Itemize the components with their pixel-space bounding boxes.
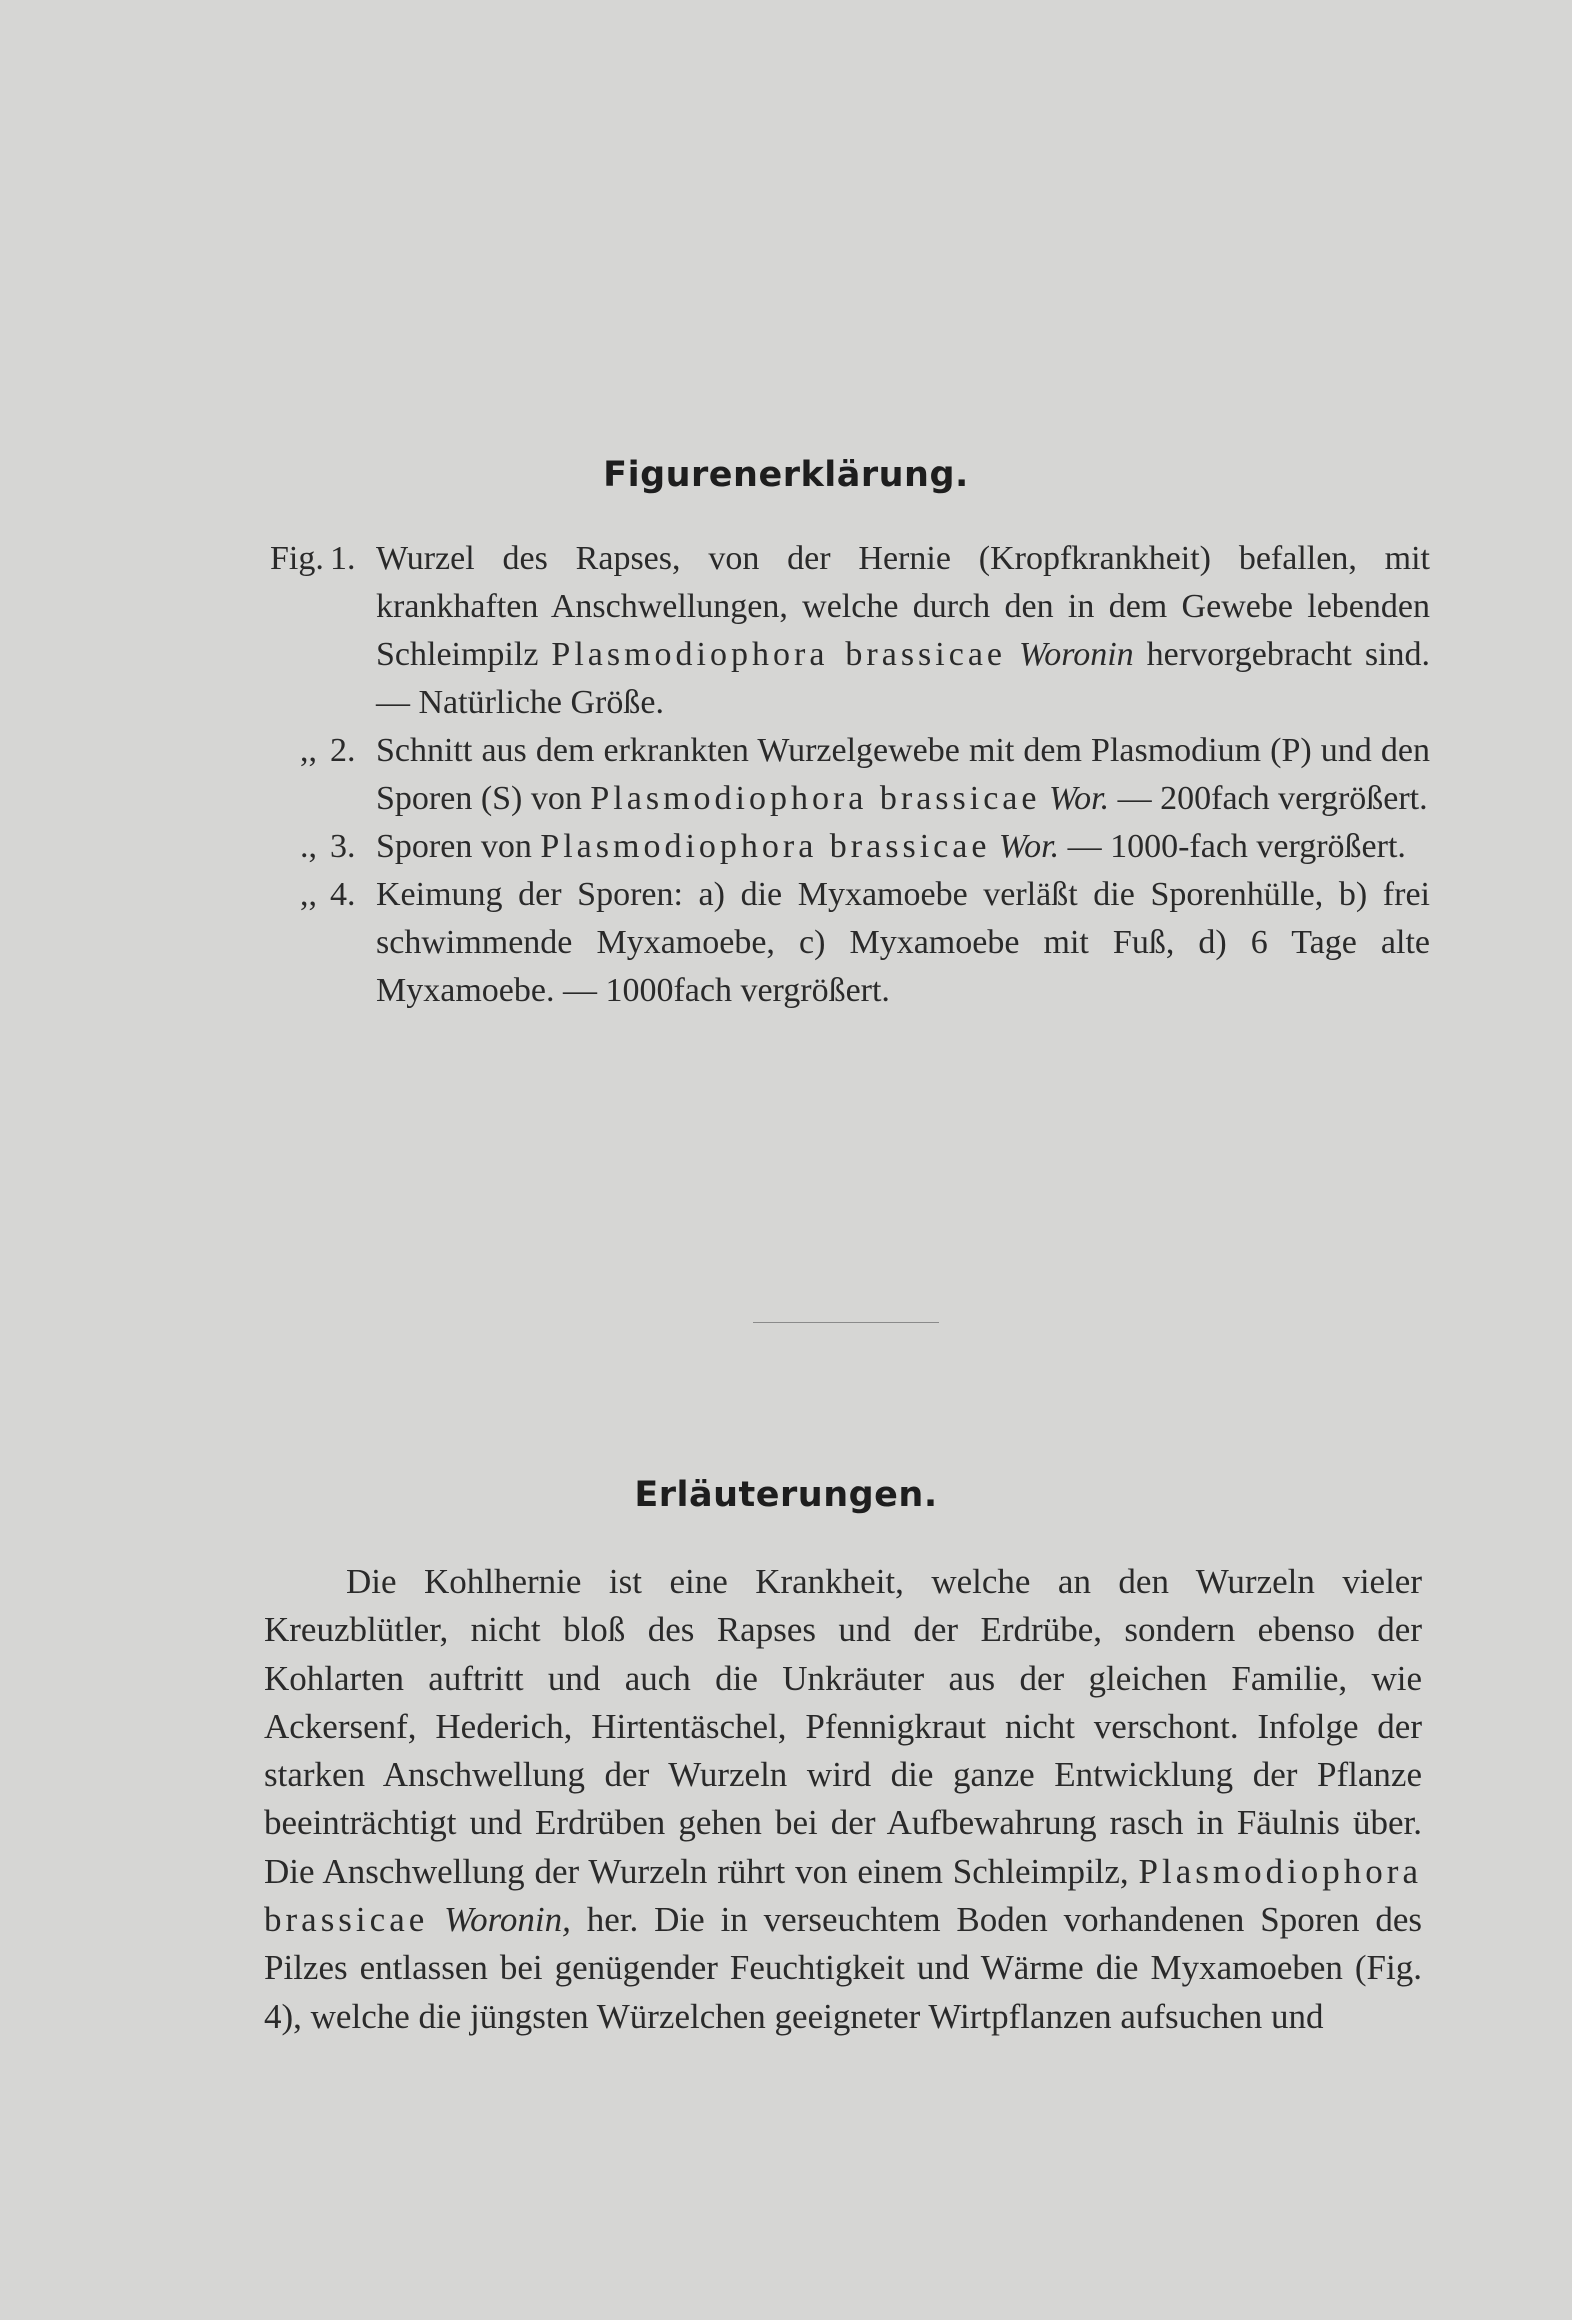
figure-entry-prefix: ,, xyxy=(300,732,317,769)
figure-entry-label xyxy=(270,535,376,583)
figure-entry-text-before: Sporen von xyxy=(376,828,541,865)
figure-entry-label xyxy=(270,823,376,871)
figure-legend-list xyxy=(270,535,1430,1015)
species-name-spaced: Plasmodiophora brassicae xyxy=(264,1851,1422,1940)
species-name-spaced: Plasmodiophora brassicae xyxy=(551,636,1007,673)
figure-entry-4 xyxy=(270,871,1430,1015)
species-name-spaced: Plasmodiophora brassicae xyxy=(540,828,991,865)
figure-entry-prefix: ., xyxy=(300,828,317,865)
figure-entry-text xyxy=(376,535,1430,727)
figure-entry-3 xyxy=(270,823,1430,871)
figure-entry-label xyxy=(270,871,376,919)
figure-entry-text-after: hervorgebracht sind. — Natürliche Größe. xyxy=(376,636,1431,721)
figure-entry-text-after: — 1000-fach vergrößert. xyxy=(1059,828,1406,865)
figure-entry-prefix: Fig. xyxy=(270,540,324,577)
section-divider xyxy=(753,1322,939,1323)
figure-entry-text-after: — 200fach vergrößert. xyxy=(1109,780,1428,817)
figure-entry-1 xyxy=(270,535,1430,727)
figure-entry-text xyxy=(376,871,1430,1015)
paragraph-text-part1: Die Kohlhernie ist eine Krankheit, welche an den Wurzeln vieler Kreuzblütler, nicht bloß des Rapses und der Erdrübe, sondern ebenso der Kohlarten auftritt und auch die Unkräuter aus der gleichen Familie, wie Ackersenf, Hederich, Hirtentäschel, Pfennigkraut nicht verschont. Infolge der starken Anschwellung der Wurzeln wird die ganze Entwicklung der Pflanze beeinträchtigt und Erdrüben gehen bei der Aufbewahrung rasch in Fäulnis über. Die Anschwellung der Wurzeln rührt von einem Schleimpilz, xyxy=(264,1562,1422,1891)
figure-entry-text-before: Wurzel des Rapses, von der Hernie (Kropfkrankheit) befallen, mit krankhaften Anschwellungen, welche durch den in dem Gewebe lebenden Schleimpilz xyxy=(376,540,1430,673)
figure-entry-number: 1. xyxy=(330,540,356,577)
author-name-italic: Wor. xyxy=(1048,780,1110,817)
author-name-italic: Woronin, xyxy=(444,1900,571,1940)
figure-entry-text xyxy=(376,727,1430,823)
figure-legend-heading: Figurenerklärung. xyxy=(603,455,969,495)
figure-entry-text-before: Keimung der Sporen: a) die Myxamoebe verläßt die Sporenhülle, b) frei schwimmende Myxamoebe, c) Myxamoebe mit Fuß, d) 6 Tage alte Myxamoebe. — 1000fach vergrößert. xyxy=(376,876,1430,1009)
figure-entry-number: 2. xyxy=(330,732,356,769)
figure-entry-text xyxy=(376,823,1430,871)
figure-entry-label xyxy=(270,727,376,775)
species-name-spaced: Plasmodiophora brassicae xyxy=(590,780,1041,817)
paragraph-text-part2: her. Die in verseuchtem Boden vorhandenen Sporen des Pilzes entlassen bei genügender Feuchtigkeit und Wärme die Myxamoeben (Fig. 4), welche die jüngsten Würzelchen geeigneter Wirtpflanzen aufsuchen und xyxy=(264,1900,1422,2036)
author-name-italic: Woronin xyxy=(1019,636,1134,673)
explanations-heading: Erläuterungen. xyxy=(634,1475,938,1515)
figure-entry-number: 4. xyxy=(330,876,356,913)
figure-entry-prefix: ,, xyxy=(300,876,317,913)
figure-entry-2 xyxy=(270,727,1430,823)
figure-entry-number: 3. xyxy=(330,828,356,865)
author-name-italic: Wor. xyxy=(998,828,1060,865)
explanations-paragraph xyxy=(264,1558,1422,2041)
figure-entry-text-before: Schnitt aus dem erkrankten Wurzelgewebe mit dem Plasmodium (P) und den Sporen (S) von xyxy=(376,732,1430,817)
